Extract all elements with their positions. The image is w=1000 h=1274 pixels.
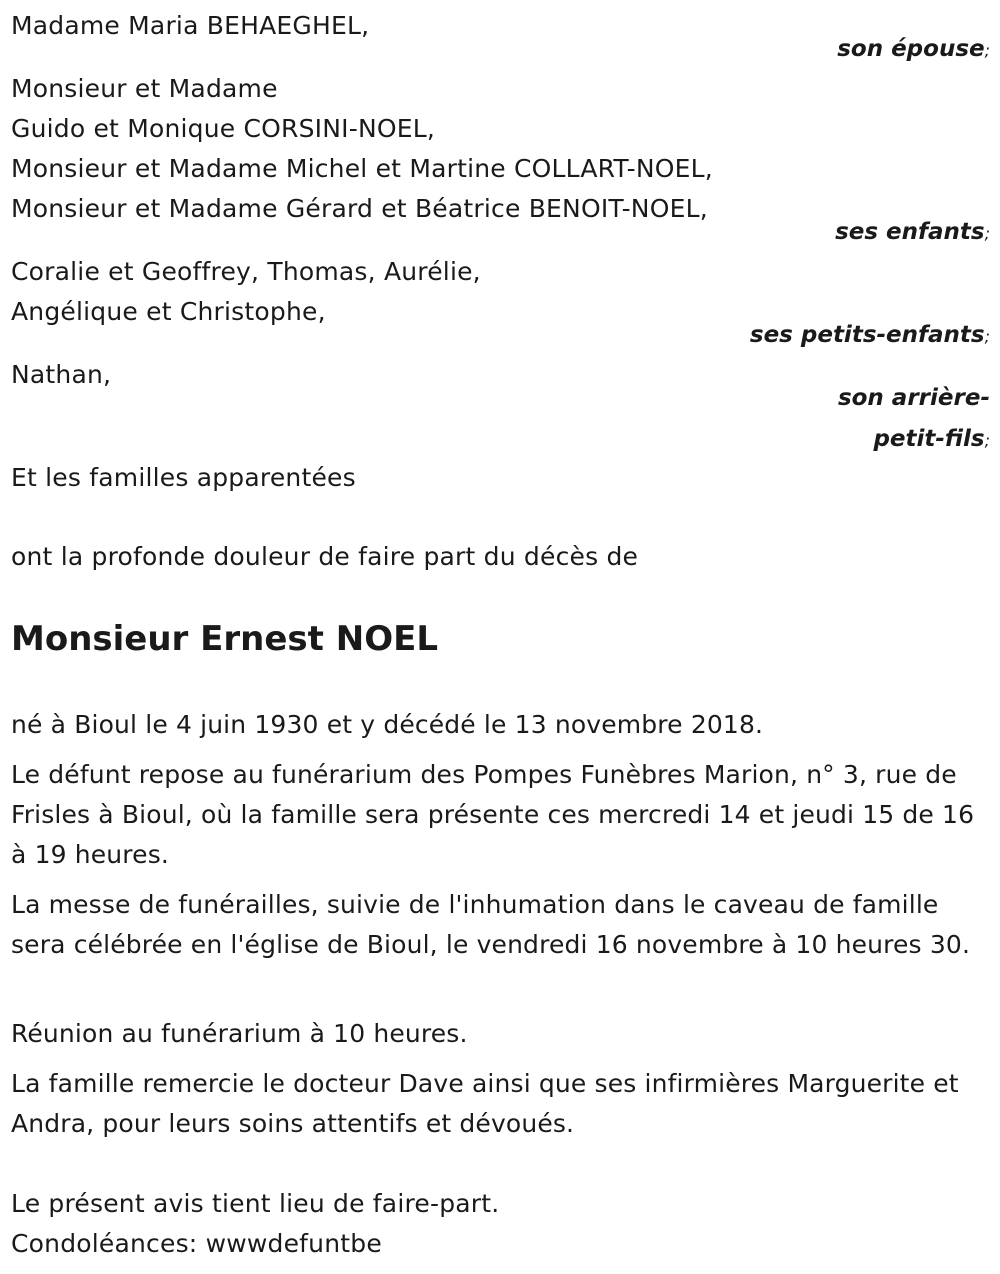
- birth-death-text: né à Bioul le 4 juin 1930 et y décédé le 13 novembre 2018.: [11, 710, 764, 739]
- grandchildren-role-semicolon: ;: [984, 327, 990, 346]
- announcement-intro: ont la profonde douleur de faire part du décès de: [11, 542, 639, 571]
- children-role: [835, 217, 990, 249]
- children-line-1: Monsieur et Madame: [11, 74, 278, 103]
- notice-text: Le présent avis tient lieu de faire-part.: [11, 1189, 500, 1218]
- great-grandchild-role-line-1: son arrière-: [837, 385, 990, 411]
- great-grandchild-role-line-2: [873, 424, 990, 456]
- grandchildren-line-2: Angélique et Christophe,: [11, 297, 326, 326]
- funeral-mass-text: La messe de funérailles, suivie de l'inhumation dans le caveau de famille sera célébrée en l'église de Bioul, le vendredi 16 novembre à 10 heures 30.: [11, 890, 971, 959]
- deceased-name: Monsieur Ernest NOEL: [11, 619, 438, 659]
- thanks-text: La famille remercie le docteur Dave ainsi que ses infirmières Marguerite et Andra, pour leurs soins attentifs et dévoués.: [11, 1069, 959, 1138]
- spouse-name: Madame Maria BEHAEGHEL,: [11, 11, 370, 40]
- great-grandchild-role-text: petit-fils: [873, 426, 985, 452]
- children-role-text: ses enfants: [835, 219, 985, 245]
- great-grandchild-role-semicolon: ;: [984, 431, 990, 450]
- repose-text: Le défunt repose au funérarium des Pompes Funèbres Marion, n° 3, rue de Frisles à Bioul, où la famille sera présente ces mercredi 14 et jeudi 15 de 16 à 19 heures.: [11, 760, 975, 869]
- children-role-semicolon: ;: [984, 224, 990, 243]
- related-families: Et les familles apparentées: [11, 463, 356, 492]
- spouse-role-text: son épouse: [837, 36, 985, 62]
- grandchildren-role: [750, 320, 990, 352]
- children-line-3: Monsieur et Madame Michel et Martine COLLART-NOEL,: [11, 154, 713, 183]
- children-line-4: Monsieur et Madame Gérard et Béatrice BENOIT-NOEL,: [11, 194, 708, 223]
- reunion-text: Réunion au funérarium à 10 heures.: [11, 1019, 468, 1048]
- condolences-text: Condoléances: wwwdefuntbe: [11, 1229, 382, 1258]
- grandchildren-line-1: Coralie et Geoffrey, Thomas, Aurélie,: [11, 257, 481, 286]
- children-line-2: Guido et Monique CORSINI-NOEL,: [11, 114, 435, 143]
- spouse-role: [837, 34, 990, 66]
- grandchildren-role-text: ses petits-enfants: [749, 322, 985, 348]
- great-grandchild-name: Nathan,: [11, 360, 112, 389]
- spouse-role-semicolon: ;: [984, 41, 990, 60]
